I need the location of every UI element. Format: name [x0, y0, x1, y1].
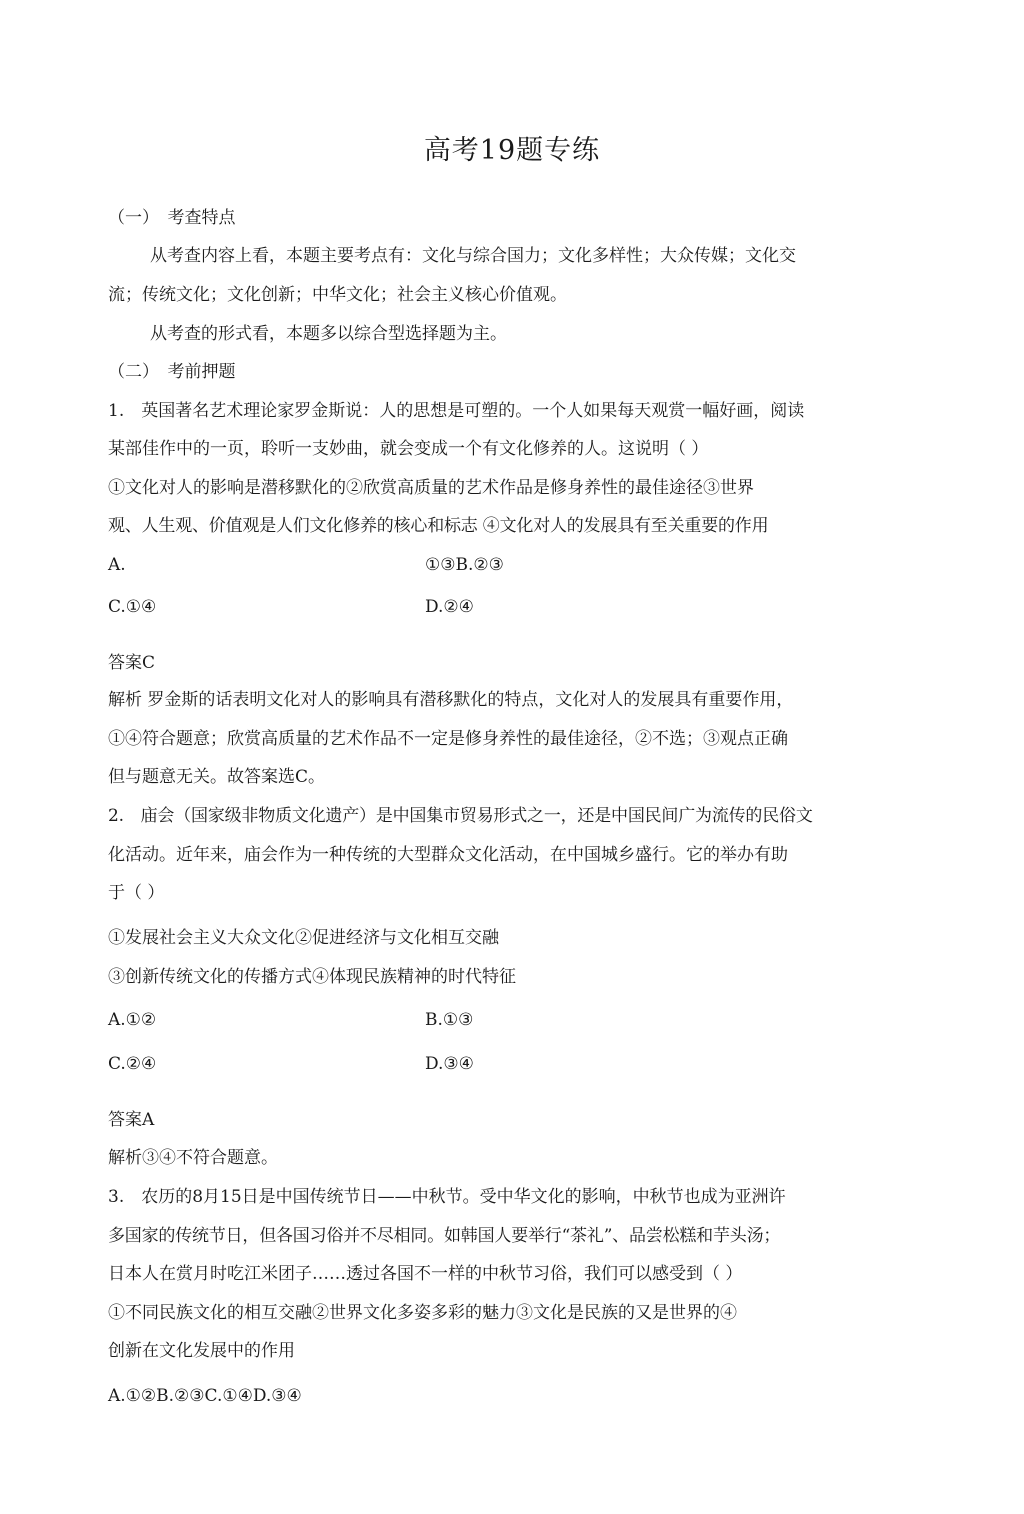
- question-2-items: ①发展社会主义大众文化②促进经济与文化相互交融: [108, 928, 499, 948]
- question-3-items: 创新在文化发展中的作用: [108, 1341, 295, 1361]
- question-2-analysis: 解析③④不符合题意。: [108, 1148, 278, 1168]
- section-heading-features: （一） 考查特点: [108, 208, 236, 228]
- question-3-options: A.①②B.②③C.①④D.③④: [108, 1386, 302, 1406]
- question-1-analysis: 但与题意无关。故答案选C。: [108, 767, 326, 787]
- question-1-analysis: 解析 罗金斯的话表明文化对人的影响具有潜移默化的特点，文化对人的发展具有重要作用，: [108, 690, 794, 710]
- question-2-stem: 化活动。近年来，庙会作为一种传统的大型群众文化活动，在中国城乡盛行。它的举办有助: [108, 845, 788, 865]
- question-1-stem: 某部佳作中的一页，聆听一支妙曲，就会变成一个有文化修养的人。这说明（ ）: [108, 439, 709, 459]
- question-1-option-c: C.①④: [108, 597, 157, 617]
- question-2-option-c: C.②④: [108, 1054, 157, 1074]
- section-heading-questions: （二） 考前押题: [108, 362, 236, 382]
- question-1-answer: 答案C: [108, 653, 156, 673]
- paragraph-line: 从考查的形式看，本题多以综合型选择题为主。: [150, 324, 507, 344]
- question-1-stem: 1. 英国著名艺术理论家罗金斯说：人的思想是可塑的。一个人如果每天观赏一幅好画，阅读: [108, 401, 805, 421]
- page-title: 高考19题专练: [423, 135, 601, 166]
- question-2-stem: 于（ ）: [108, 883, 165, 903]
- question-3-stem: 3. 农历的8月15日是中国传统节日——中秋节。受中华文化的影响，中秋节也成为亚洲许: [108, 1187, 786, 1207]
- question-1-option-d: D.②④: [425, 597, 474, 617]
- question-3-stem: 日本人在赏月时吃江米团子……透过各国不一样的中秋节习俗，我们可以感受到（ ）: [108, 1264, 743, 1284]
- question-1-analysis: ①④符合题意；欣赏高质量的艺术作品不一定是修身养性的最佳途径，②不选；③观点正确: [108, 729, 788, 749]
- question-1-option-a-b: ①③B.②③: [425, 555, 504, 575]
- question-1-items: 观、人生观、价值观是人们文化修养的核心和标志 ④文化对人的发展具有至关重要的作用: [108, 516, 769, 536]
- question-2-items: ③创新传统文化的传播方式④体现民族精神的时代特征: [108, 967, 516, 987]
- question-2-option-a: A.①②: [108, 1010, 157, 1030]
- question-1-items: ①文化对人的影响是潜移默化的②欣赏高质量的艺术作品是修身养性的最佳途径③世界: [108, 478, 754, 498]
- question-2-option-d: D.③④: [425, 1054, 474, 1074]
- paragraph-line: 流；传统文化；文化创新；中华文化；社会主义核心价值观。: [108, 285, 567, 305]
- question-1-option-a: A.: [108, 555, 126, 575]
- question-2-answer: 答案A: [108, 1110, 155, 1130]
- paragraph-line: 从考查内容上看，本题主要考点有：文化与综合国力；文化多样性；大众传媒；文化交: [150, 246, 796, 266]
- question-3-items: ①不同民族文化的相互交融②世界文化多姿多彩的魅力③文化是民族的又是世界的④: [108, 1303, 737, 1323]
- question-2-option-b: B.①③: [425, 1010, 474, 1030]
- question-3-stem: 多国家的传统节日，但各国习俗并不尽相同。如韩国人要举行“茶礼”、品尝松糕和芋头汤；: [108, 1226, 781, 1246]
- question-2-stem: 2. 庙会（国家级非物质文化遗产）是中国集市贸易形式之一，还是中国民间广为流传的民俗文: [108, 806, 813, 826]
